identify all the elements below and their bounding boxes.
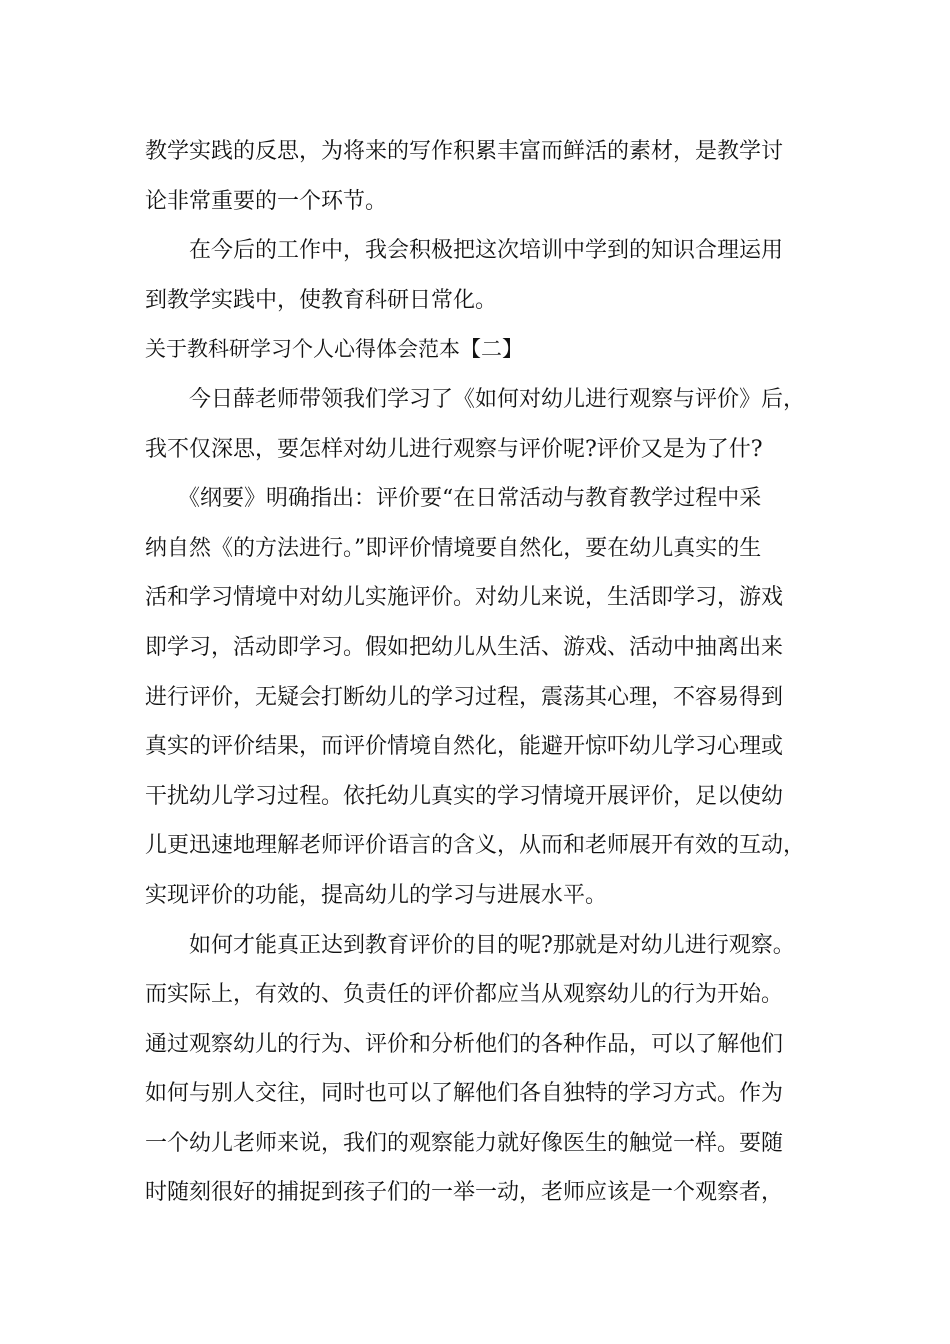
text-line-2: 论非常重要的一个环节。 (145, 188, 388, 214)
text-line-15: 儿更迅速地理解老师评价语言的含义，从而和老师展开有效的互动， (145, 833, 806, 859)
document-body (145, 127, 825, 1218)
text-line-21: 一个幼儿老师来说，我们的观察能力就好像医生的触觉一样。要随 (145, 1130, 784, 1156)
text-line-22: 时随刻很好的捕捉到孩子们的一举一动，老师应该是一个观察者， (145, 1180, 784, 1206)
text-line-12: 进行评价，无疑会打断幼儿的学习过程，震荡其心理，不容易得到 (145, 684, 784, 710)
text-line-19: 通过观察幼儿的行为、评价和分析他们的各种作品，可以了解他们 (145, 1031, 784, 1057)
text-line-1: 教学实践的反思，为将来的写作积累丰富而鲜活的素材，是教学讨 (145, 139, 784, 164)
text-line-11: 即学习，活动即学习。假如把幼儿从生活、游戏、活动中抽离出来 (145, 634, 784, 660)
text-line-6: 今日薛老师带领我们学习了《如何对幼儿进行观察与评价》后， (145, 386, 806, 412)
text-line-3: 在今后的工作中，我会积极把这次培训中学到的知识合理运用 (145, 238, 784, 264)
text-line-17: 如何才能真正达到教育评价的目的呢?那就是对幼儿进行观察。 (145, 932, 795, 958)
text-line-4: 到教学实践中，使教育科研日常化。 (145, 287, 498, 313)
text-line-7: 我不仅深思，要怎样对幼儿进行观察与评价呢?评价又是为了什? (145, 436, 763, 462)
section-heading: 关于教科研学习个人心得体会范本【二】 (145, 337, 523, 362)
text-line-20: 如何与别人交往，同时也可以了解他们各自独特的学习方式。作为 (145, 1081, 784, 1107)
text-line-18: 而实际上，有效的、负责任的评价都应当从观察幼儿的行为开始。 (145, 982, 784, 1008)
text-line-13: 真实的评价结果，而评价情境自然化，能避开惊吓幼儿学习心理或 (145, 734, 784, 760)
text-line-16: 实现评价的功能，提高幼儿的学习与进展水平。 (145, 882, 608, 908)
text-line-14: 干扰幼儿学习过程。依托幼儿真实的学习情境开展评价，足以使幼 (145, 783, 784, 809)
text-line-10: 活和学习情境中对幼儿实施评价。对幼儿来说，生活即学习，游戏 (145, 585, 784, 611)
text-line-8: 《纲要》明确指出：评价要“在日常活动与教育教学过程中采 (145, 486, 762, 512)
text-line-9: 纳自然《的方法进行。”即评价情境要自然化，要在幼儿真实的生 (145, 535, 762, 561)
